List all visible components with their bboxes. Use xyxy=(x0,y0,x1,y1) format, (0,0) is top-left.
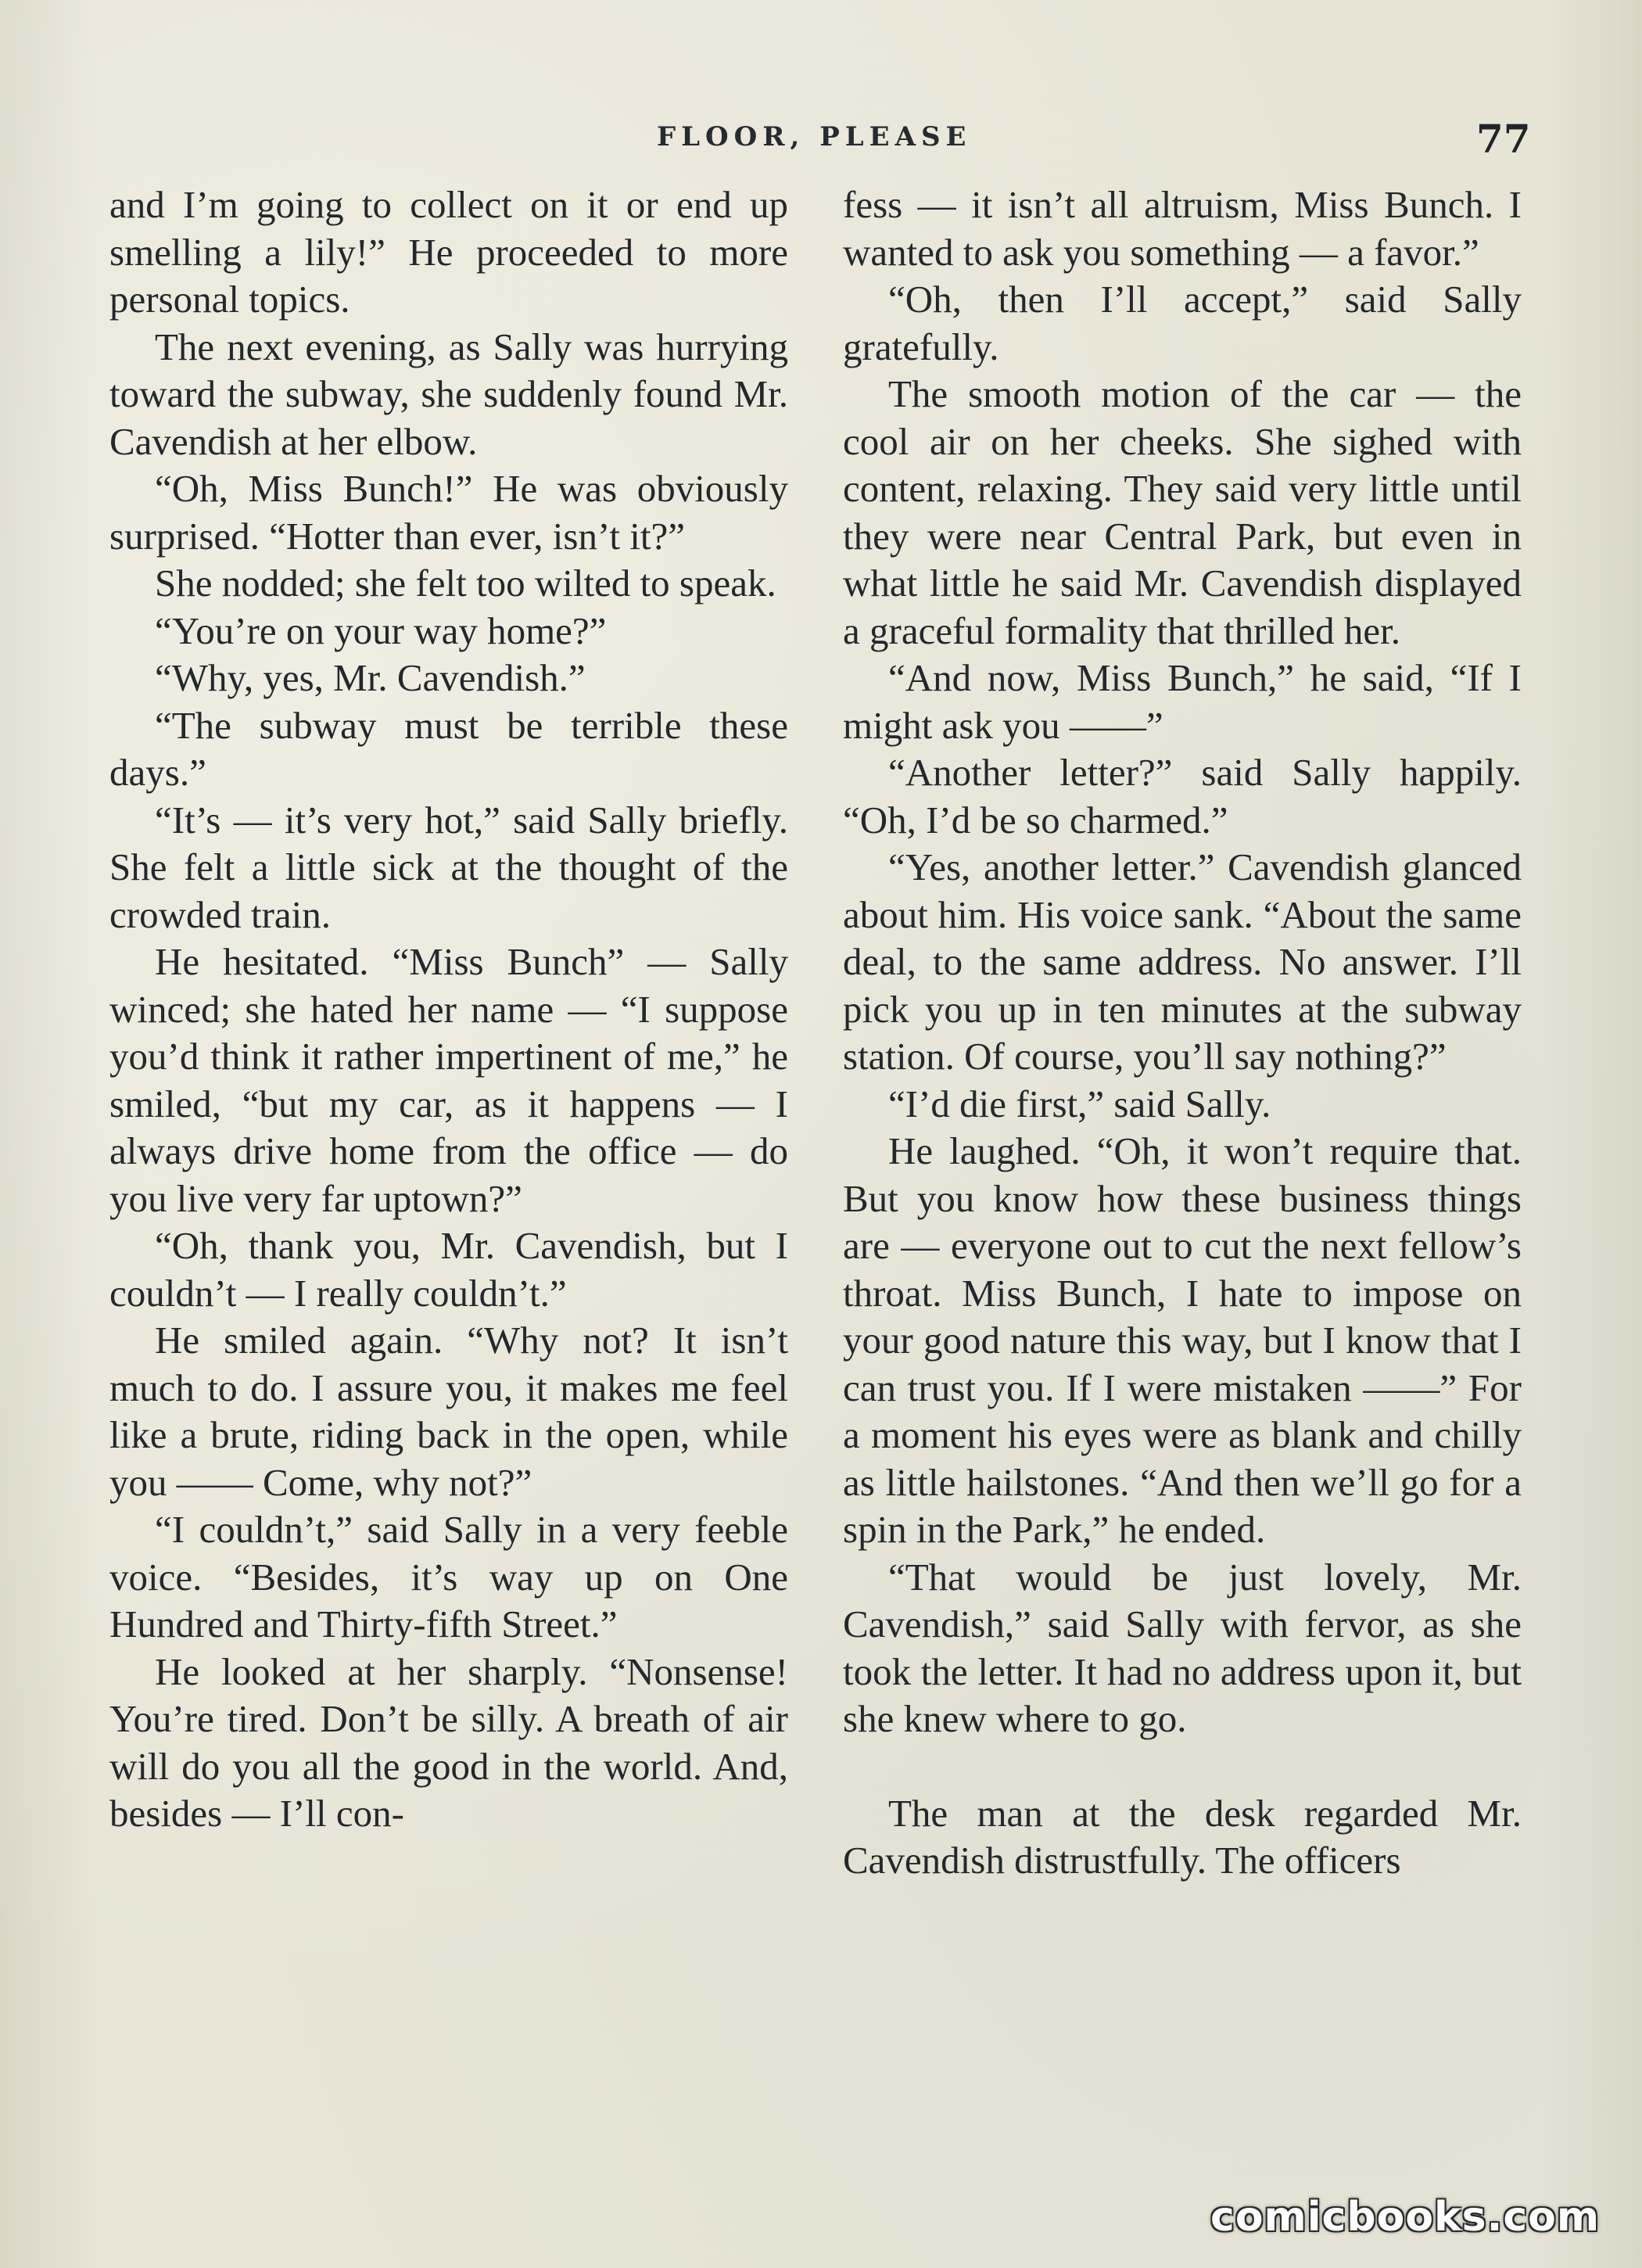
page-number: 77 xyxy=(1476,116,1531,162)
paragraph: He laughed. “Oh, it won’t require that. But you know how these business things are — everyone out to cut the next fellow’s throat. Miss Bunch, I hate to impose on your good nature this way, but I know that I can trust you. If I were mistaken ——” For a moment his eyes were as blank and chilly as little hailstones. “And then we’ll go for a spin in the Park,” he ended. xyxy=(843,1129,1522,1551)
paragraph: “Another letter?” said Sally happily. “Oh, I’d be so charmed.” xyxy=(843,751,1522,842)
paragraph: “Oh, thank you, Mr. Cavendish, but I couldn’t — I really couldn’t.” xyxy=(109,1224,788,1315)
paragraph: “It’s — it’s very hot,” said Sally briefly. She felt a little sick at the thought of the crowded train. xyxy=(109,798,788,936)
paragraph: “And now, Miss Bunch,” he said, “If I might ask you ——” xyxy=(843,656,1522,747)
paragraph: He smiled again. “Why not? It isn’t much to do. I assure you, it makes me feel like a brute, riding back in the open, while you —— Come, why not?” xyxy=(109,1319,788,1504)
paragraph: The man at the desk regarded Mr. Cavendish distrustfully. The officers xyxy=(843,1791,1522,1882)
paragraph: She nodded; she felt too wilted to speak. xyxy=(155,562,776,605)
paragraph: “Yes, another letter.” Cavendish glanced about him. His voice sank. “About the same deal, to the same address. No answer. I’ll pick you up in ten minutes at the subway station. Of course, you’ll say nothing?” xyxy=(843,845,1522,1078)
paragraph: “That would be just lovely, Mr. Cavendish,” said Sally with fervor, as she took the letter. It had no address upon it, but she knew where to go. xyxy=(843,1555,1522,1740)
paragraph: “The subway must be terrible these days.” xyxy=(109,703,788,794)
paragraph: The smooth motion of the car — the cool air on her cheeks. She sighed with content, relaxing. They said very little until they were near Central Park, but even in what little he said Mr. Cavendish displayed a graceful formality that thrilled her. xyxy=(843,372,1522,652)
running-title: FLOOR, PLEASE xyxy=(657,121,972,153)
paragraph: “I couldn’t,” said Sally in a very feeble voice. “Besides, it’s way up on One Hundred and Thirty-fifth Street.” xyxy=(109,1508,788,1645)
right-column xyxy=(843,181,1522,1885)
site-watermark: comicbooks.com xyxy=(1210,2194,1601,2241)
paragraph: “I’d die first,” said Sally. xyxy=(888,1082,1271,1125)
paragraph: and I’m going to collect on it or end up smelling a lily!” He proceeded to more personal topics. xyxy=(109,183,788,321)
paragraph: He hesitated. “Miss Bunch” — Sally winced; she hated her name — “I suppose you’d think it rather impertinent of me,” he smiled, “but my car, as it happens — I always drive home from the office — do you live very far uptown?” xyxy=(109,940,788,1220)
paragraph: “Oh, Miss Bunch!” He was obviously surprised. “Hotter than ever, isn’t it?” xyxy=(109,467,788,558)
paragraph: “You’re on your way home?” xyxy=(155,608,607,652)
paragraph: “Oh, then I’ll accept,” said Sally gratefully. xyxy=(843,278,1522,368)
paragraph: “Why, yes, Mr. Cavendish.” xyxy=(155,656,586,699)
paragraph: The next evening, as Sally was hurrying toward the subway, she suddenly found Mr. Cavendish at her elbow. xyxy=(109,325,788,463)
paragraph: He looked at her sharply. “Nonsense! You’re tired. Don’t be silly. A breath of air will do you all the good in the world. And, besides — I’ll con- xyxy=(109,1649,788,1835)
paragraph: fess — it isn’t all altruism, Miss Bunch. I wanted to ask you something — a favor.” xyxy=(843,183,1522,274)
left-column xyxy=(109,181,788,1838)
